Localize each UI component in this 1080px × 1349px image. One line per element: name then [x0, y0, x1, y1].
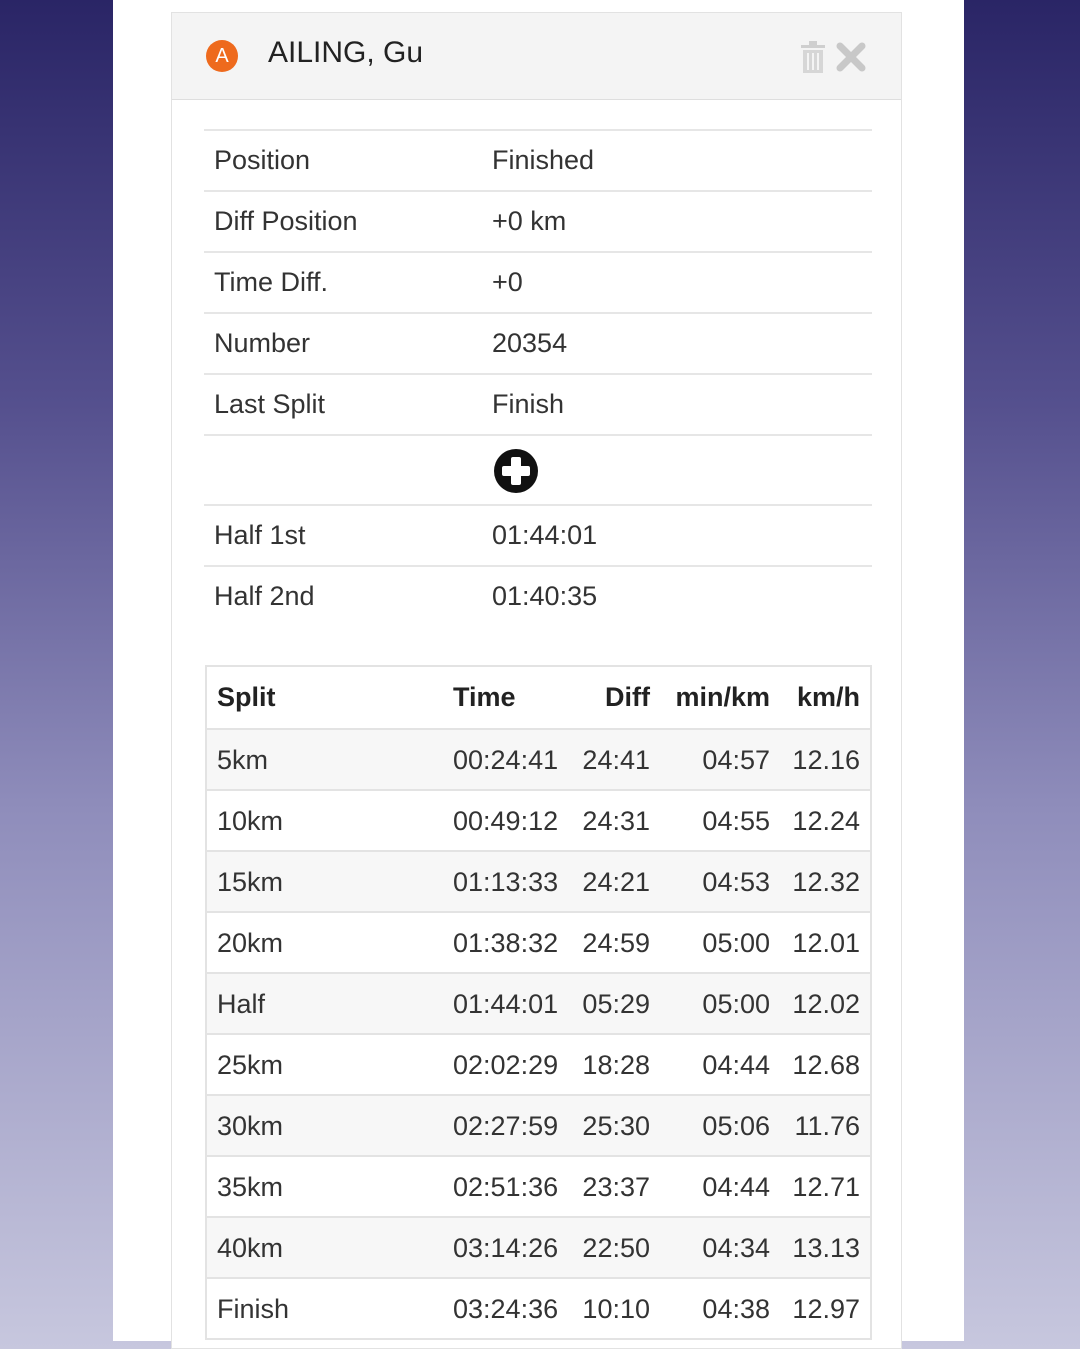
info-label: Time Diff. [214, 267, 329, 297]
info-label: Position [214, 145, 311, 175]
cell-pace: 04:34 [702, 1233, 770, 1263]
cell-time: 02:02:29 [453, 1050, 559, 1080]
table-row [207, 1033, 870, 1094]
table-header [207, 667, 870, 728]
cell-time: 01:13:33 [453, 867, 559, 897]
half-row [204, 565, 872, 627]
cell-time: 01:38:32 [453, 928, 559, 958]
cell-diff: 18:28 [582, 1050, 650, 1080]
info-label: Number [214, 328, 311, 358]
info-label: Diff Position [214, 206, 358, 236]
info-value: 20354 [492, 328, 568, 358]
info-row [204, 251, 872, 313]
cell-pace: 05:00 [702, 928, 770, 958]
cell-time: 03:24:36 [453, 1294, 559, 1324]
trash-icon[interactable] [800, 41, 826, 78]
expand-row [204, 434, 872, 504]
cell-speed: 12.97 [792, 1294, 860, 1324]
cell-speed: 12.02 [792, 989, 860, 1019]
cell-speed: 12.32 [792, 867, 860, 897]
info-row [204, 190, 872, 252]
splits-table [205, 665, 872, 1340]
cell-diff: 10:10 [582, 1294, 650, 1324]
table-row [207, 728, 870, 789]
cell-split: 30km [217, 1111, 284, 1141]
cell-split: 10km [217, 806, 284, 836]
cell-diff: 24:31 [582, 806, 650, 836]
table-row [207, 850, 870, 911]
info-row [204, 129, 872, 191]
column-header-time: Time [453, 682, 516, 712]
cell-split: 25km [217, 1050, 284, 1080]
info-value: +0 [492, 267, 523, 297]
runner-card [171, 12, 902, 1349]
column-header-speed: km/h [796, 682, 860, 712]
info-value: +0 km [492, 206, 567, 236]
info-value: Finished [492, 145, 595, 175]
cell-diff: 25:30 [582, 1111, 650, 1141]
cell-speed: 12.68 [792, 1050, 860, 1080]
info-row [204, 312, 872, 374]
cell-pace: 05:06 [702, 1111, 770, 1141]
cell-time: 02:51:36 [453, 1172, 559, 1202]
avatar: A [206, 40, 238, 72]
cell-split: Half [217, 989, 266, 1019]
column-header-pace: min/km [675, 682, 770, 712]
cell-pace: 04:44 [702, 1050, 770, 1080]
info-label: Half 2nd [214, 581, 315, 611]
table-row [207, 911, 870, 972]
cell-speed: 12.71 [792, 1172, 860, 1202]
info-value: 01:40:35 [492, 581, 598, 611]
cell-diff: 22:50 [582, 1233, 650, 1263]
cell-split: 5km [217, 745, 269, 775]
half-row [204, 504, 872, 566]
cell-split: 35km [217, 1172, 284, 1202]
cell-time: 01:44:01 [453, 989, 559, 1019]
table-row [207, 1216, 870, 1277]
cell-pace: 04:38 [702, 1294, 770, 1324]
card-header [172, 13, 901, 100]
cell-speed: 12.24 [792, 806, 860, 836]
cell-speed: 12.01 [792, 928, 860, 958]
close-icon[interactable] [835, 41, 867, 78]
cell-pace: 04:55 [702, 806, 770, 836]
cell-time: 00:49:12 [453, 806, 559, 836]
info-label: Last Split [214, 389, 326, 419]
info-label: Half 1st [214, 520, 306, 550]
cell-diff: 24:41 [582, 745, 650, 775]
cell-split: 40km [217, 1233, 284, 1263]
cell-pace: 04:44 [702, 1172, 770, 1202]
column-header-diff: Diff [605, 682, 650, 712]
info-value: 01:44:01 [492, 520, 598, 550]
cell-time: 02:27:59 [453, 1111, 559, 1141]
cell-speed: 12.16 [792, 745, 860, 775]
table-row [207, 972, 870, 1033]
info-value: Finish [492, 389, 565, 419]
table-row [207, 789, 870, 850]
table-row [207, 1277, 870, 1338]
cell-speed: 13.13 [792, 1233, 860, 1263]
plus-circle-icon[interactable] [493, 448, 539, 499]
cell-split: 15km [217, 867, 284, 897]
column-header-split: Split [217, 682, 276, 712]
cell-split: 20km [217, 928, 284, 958]
info-row [204, 373, 872, 435]
cell-diff: 23:37 [582, 1172, 650, 1202]
cell-speed: 11.76 [794, 1111, 860, 1141]
cell-split: Finish [217, 1294, 290, 1324]
cell-diff: 24:59 [582, 928, 650, 958]
table-row [207, 1155, 870, 1216]
cell-pace: 04:57 [702, 745, 770, 775]
cell-pace: 04:53 [702, 867, 770, 897]
runner-name: AILING, Gu [268, 36, 424, 69]
cell-diff: 05:29 [582, 989, 650, 1019]
cell-time: 00:24:41 [453, 745, 559, 775]
cell-time: 03:14:26 [453, 1233, 559, 1263]
cell-diff: 24:21 [582, 867, 650, 897]
cell-pace: 05:00 [702, 989, 770, 1019]
table-row [207, 1094, 870, 1155]
